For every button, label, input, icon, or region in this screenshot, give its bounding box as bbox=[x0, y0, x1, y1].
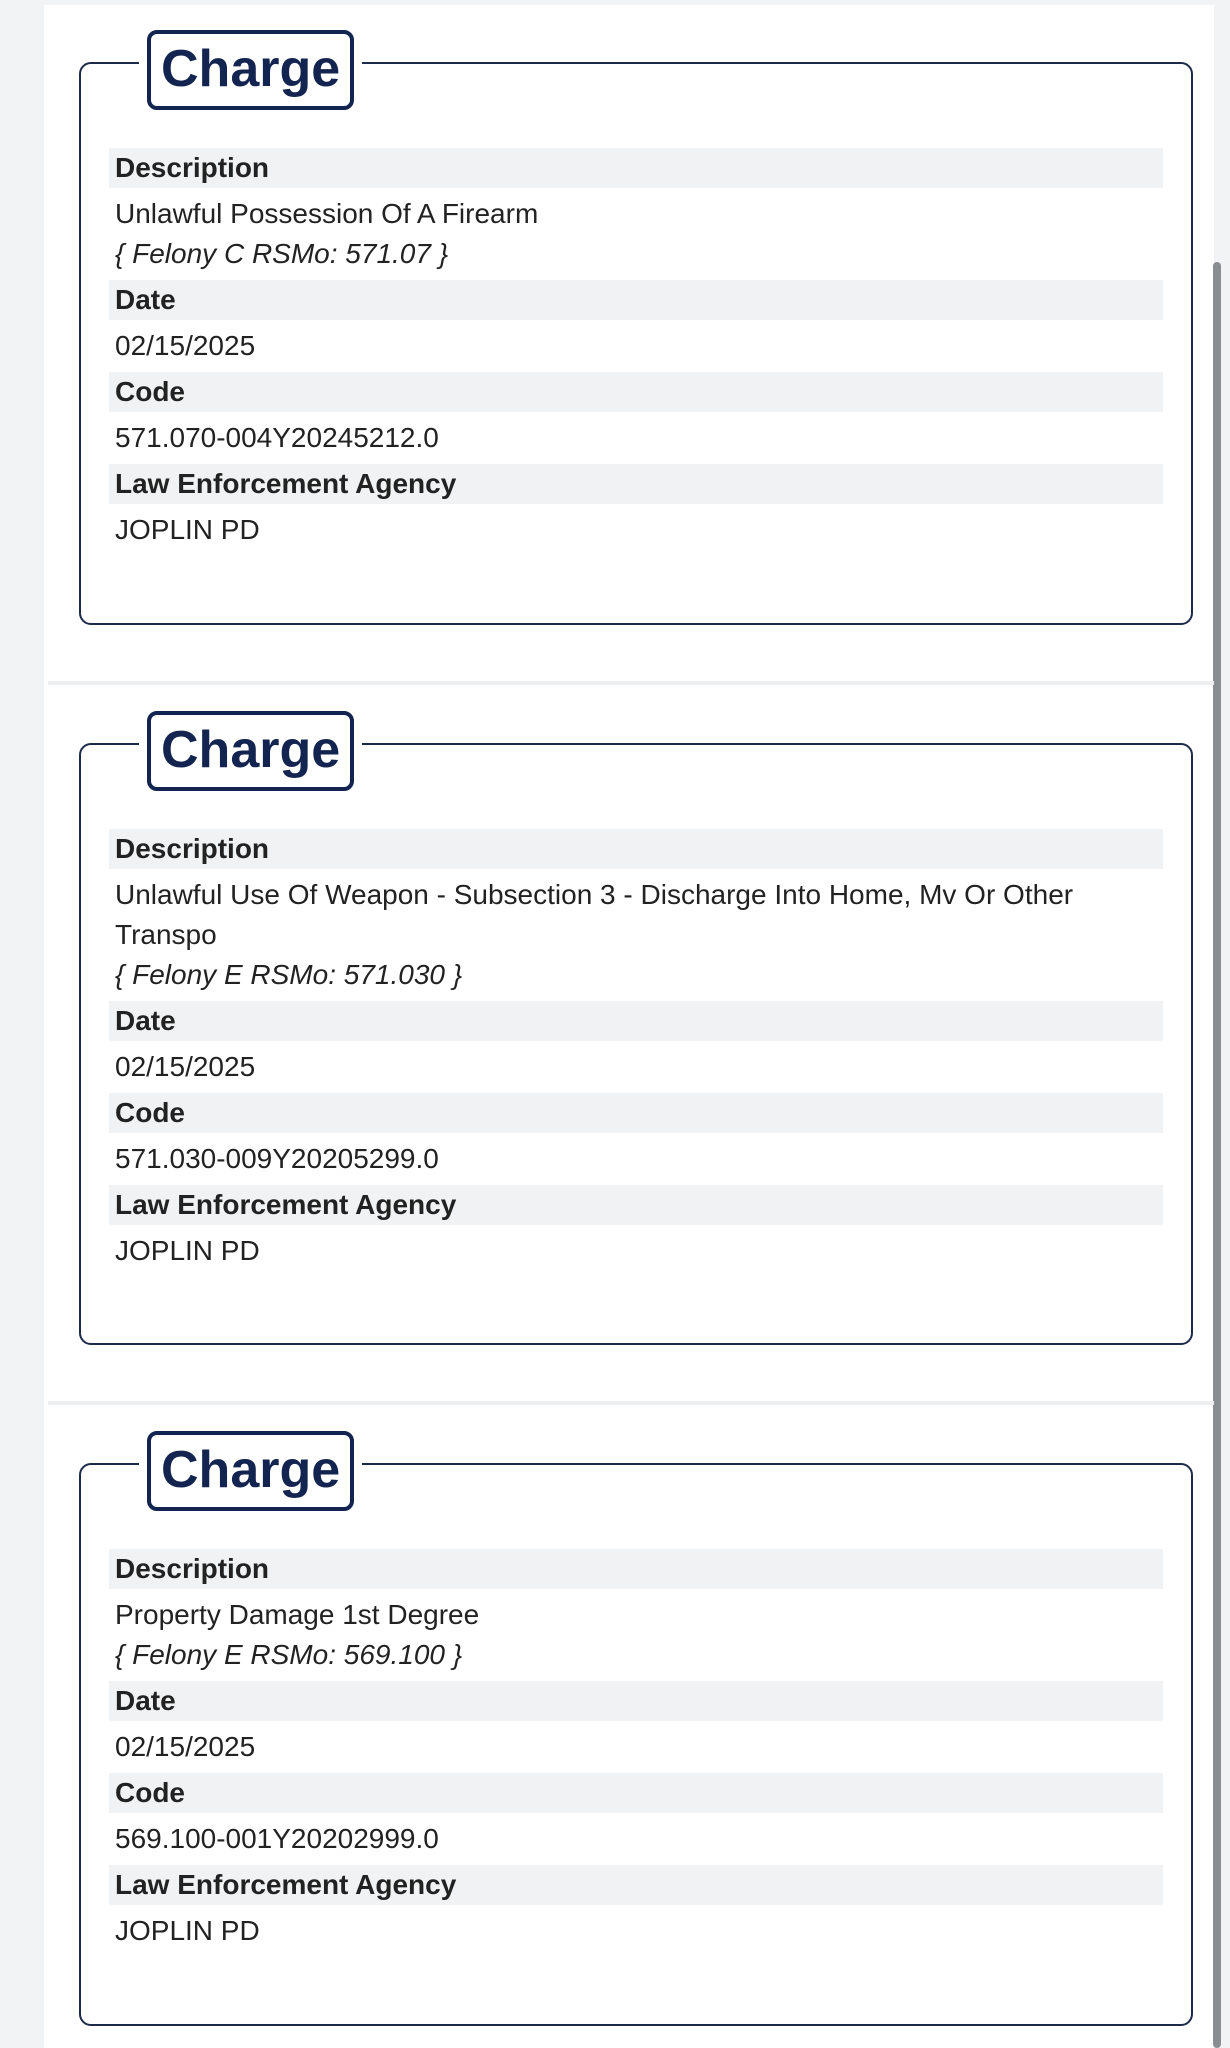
code-label: Code bbox=[109, 372, 1163, 412]
description-label: Description bbox=[109, 829, 1163, 869]
date-label: Date bbox=[109, 1001, 1163, 1041]
description-text: Unlawful Possession Of A Firearm bbox=[115, 198, 539, 229]
date-label: Date bbox=[109, 1681, 1163, 1721]
charge-card bbox=[79, 721, 1193, 1345]
date-value: 02/15/2025 bbox=[115, 330, 256, 361]
date-value: 02/15/2025 bbox=[115, 1051, 256, 1082]
agency-label: Law Enforcement Agency bbox=[109, 464, 1163, 504]
section-divider bbox=[48, 1401, 1214, 1405]
scrollbar[interactable] bbox=[1213, 262, 1221, 2048]
agency-value: JOPLIN PD bbox=[115, 1235, 260, 1266]
description-label: Description bbox=[109, 148, 1163, 188]
code-value: 569.100-001Y20202999.0 bbox=[115, 1823, 439, 1854]
description-value bbox=[109, 1589, 1163, 1681]
statute-text: { Felony E RSMo: 569.100 } bbox=[115, 1639, 463, 1670]
charge-card bbox=[79, 40, 1193, 625]
section-divider bbox=[48, 681, 1214, 685]
code-label: Code bbox=[109, 1773, 1163, 1813]
code-label: Code bbox=[109, 1093, 1163, 1133]
date-label: Date bbox=[109, 280, 1163, 320]
agency-value: JOPLIN PD bbox=[115, 514, 260, 545]
charge-legend bbox=[139, 30, 362, 110]
description-text: Property Damage 1st Degree bbox=[115, 1599, 480, 1630]
charge-title: Charge bbox=[147, 711, 354, 791]
statute-text: { Felony C RSMo: 571.07 } bbox=[115, 238, 449, 269]
charge-title: Charge bbox=[147, 30, 354, 110]
charge-legend bbox=[139, 1431, 362, 1511]
charge-legend bbox=[139, 711, 362, 791]
agency-value: JOPLIN PD bbox=[115, 1915, 260, 1946]
charge-fields bbox=[109, 148, 1163, 556]
description-text: Unlawful Use Of Weapon - Subsection 3 - Discharge Into Home, Mv Or Other Transpo bbox=[115, 879, 1074, 950]
date-value: 02/15/2025 bbox=[115, 1731, 256, 1762]
charge-fields bbox=[109, 829, 1163, 1277]
code-value: 571.070-004Y20245212.0 bbox=[115, 422, 439, 453]
code-value: 571.030-009Y20205299.0 bbox=[115, 1143, 439, 1174]
statute-text: { Felony E RSMo: 571.030 } bbox=[115, 959, 463, 990]
agency-label: Law Enforcement Agency bbox=[109, 1185, 1163, 1225]
description-value bbox=[109, 869, 1163, 1001]
agency-label: Law Enforcement Agency bbox=[109, 1865, 1163, 1905]
charge-card bbox=[79, 1441, 1193, 2026]
charge-title: Charge bbox=[147, 1431, 354, 1511]
charge-fields bbox=[109, 1549, 1163, 1957]
description-value bbox=[109, 188, 1163, 280]
description-label: Description bbox=[109, 1549, 1163, 1589]
